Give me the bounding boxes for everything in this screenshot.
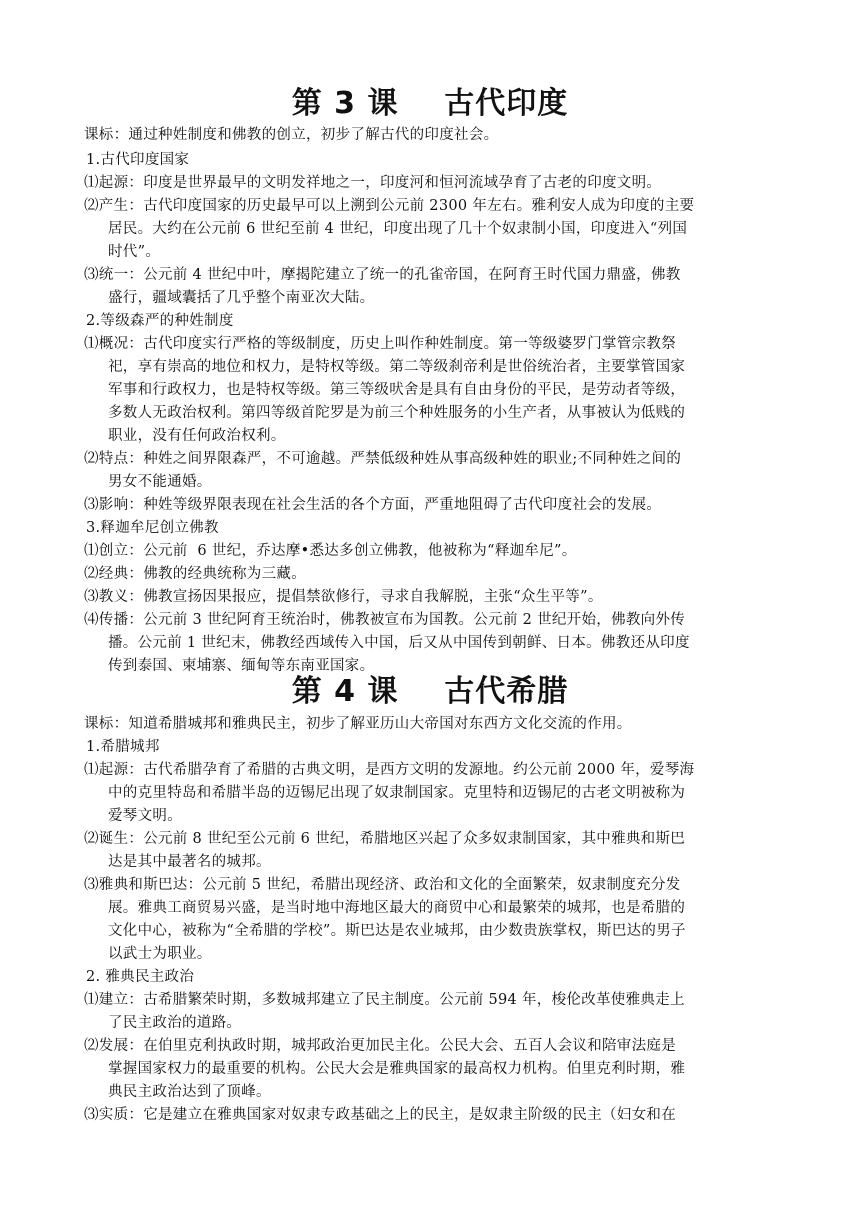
paragraph-line: ⑶教义：佛教宣扬因果报应，提倡禁欲修行，寻求自我解脱，主张“众生平等”。 <box>84 589 603 605</box>
paragraph-line: 典民主政治达到了顶峰。 <box>108 1084 271 1100</box>
lesson4-title: 第 4 课 古代希腊 <box>291 674 569 709</box>
paragraph-line: ⑶影响：种姓等级界限表现在社会生活的各个方面，严重地阻碍了古代印度社会的发展。 <box>84 497 662 513</box>
paragraph-line: 播。公元前 1 世纪末，佛教经西域传入中国，后又从中国传到朝鲜、日本。佛教还从印度 <box>108 635 690 651</box>
lesson4-standard: 课标：知道希腊城邦和雅典民主，初步了解亚历山大帝国对东西方文化交流的作用。 <box>84 716 632 732</box>
paragraph-line: ⑶实质：它是建立在雅典国家对奴隶专政基础之上的民主，是奴隶主阶级的民主（妇女和在 <box>84 1107 676 1123</box>
lesson4-section1-heading: 1.希腊城邦 <box>86 739 160 755</box>
paragraph-line: ⑴概况：古代印度实行严格的等级制度，历史上叫作种姓制度。第一等级婆罗门掌管宗教祭 <box>84 336 676 352</box>
paragraph-line: 祀，享有崇高的地位和权力，是特权等级。第二等级刹帝利是世俗统治者，主要掌管国家 <box>108 359 686 375</box>
paragraph-line: 男女不能通婚。 <box>108 474 212 490</box>
paragraph-line: 展。雅典工商贸易兴盛，是当时地中海地区最大的商贸中心和最繁荣的城邦，也是希腊的 <box>108 900 686 916</box>
paragraph-line: 文化中心，被称为“全希腊的学校”。斯巴达是农业城邦，由少数贵族掌权，斯巴达的男子 <box>108 923 686 939</box>
paragraph-line: 居民。大约在公元前 6 世纪至前 4 世纪，印度出现了几十个奴隶制小国，印度进入“列国 <box>108 221 688 237</box>
paragraph-line: ⑴建立：古希腊繁荣时期，多数城邦建立了民主制度。公元前 594 年，梭伦改革使雅典走上 <box>84 992 685 1008</box>
lesson3-section3-heading: 3.释迦牟尼创立佛教 <box>86 520 219 536</box>
paragraph-line: ⑶雅典和斯巴达：公元前 5 世纪，希腊出现经济、政治和文化的全面繁荣，奴隶制度充分发 <box>84 877 681 893</box>
lesson3-section2-heading: 2.等级森严的种姓制度 <box>86 313 234 329</box>
paragraph-line: 职业，没有任何政治权利。 <box>108 428 286 444</box>
paragraph-line: ⑵经典：佛教的经典统称为三藏。 <box>84 566 306 582</box>
paragraph-line: 传到泰国、柬埔寨、缅甸等东南亚国家。 <box>108 658 375 674</box>
paragraph-line: ⑵产生：古代印度国家的历史最早可以上溯到公元前 2300 年左右。雅利安人成为印度的主要 <box>84 198 695 214</box>
paragraph-line: 爱琴文明。 <box>108 808 182 824</box>
paragraph-line: ⑷传播：公元前 3 世纪阿育王统治时，佛教被宣布为国教。公元前 2 世纪开始，佛教向外传 <box>84 612 686 628</box>
paragraph-line: 了民主政治的道路。 <box>108 1015 242 1031</box>
paragraph-line: 时代”。 <box>108 244 161 260</box>
paragraph-line: ⑴起源：古代希腊孕育了希腊的古典文明，是西方文明的发源地。约公元前 2000 年，爱琴海 <box>84 762 695 778</box>
paragraph-line: 多数人无政治权利。第四等级首陀罗是为前三个种姓服务的小生产者，从事被认为低贱的 <box>108 405 686 421</box>
lesson3-title: 第 3 课 古代印度 <box>291 86 569 121</box>
paragraph-line: 盛行，疆域囊括了几乎整个南亚次大陆。 <box>108 290 375 306</box>
paragraph-line: ⑵特点：种姓之间界限森严，不可逾越。严禁低级种姓从事高级种姓的职业;不同种姓之间的 <box>84 451 682 467</box>
paragraph-line: ⑵发展：在伯里克利执政时期，城邦政治更加民主化。公民大会、五百人会议和陪审法庭是 <box>84 1038 676 1054</box>
paragraph-line: 达是其中最著名的城邦。 <box>108 854 271 870</box>
paragraph-line: 掌握国家权力的最重要的机构。公民大会是雅典国家的最高权力机构。伯里克利时期，雅 <box>108 1061 686 1077</box>
paragraph-line: ⑶统一：公元前 4 世纪中叶，摩揭陀建立了统一的孔雀帝国，在阿育王时代国力鼎盛，佛教 <box>84 267 681 283</box>
paragraph-line: ⑵诞生：公元前 8 世纪至公元前 6 世纪，希腊地区兴起了众多奴隶制国家，其中雅典和斯巴 <box>84 831 686 847</box>
lesson3-section1-heading: 1.古代印度国家 <box>86 152 190 168</box>
lesson4-section2-heading: 2. 雅典民主政治 <box>86 969 195 985</box>
paragraph-line: ⑴创立：公元前 6 世纪，乔达摩•悉达多创立佛教，他被称为“释迦牟尼”。 <box>84 543 577 559</box>
paragraph-line: 中的克里特岛和希腊半岛的迈锡尼出现了奴隶制国家。克里特和迈锡尼的古老文明被称为 <box>108 785 686 801</box>
paragraph-line: 以武士为职业。 <box>108 946 212 962</box>
lesson3-standard: 课标：通过种姓制度和佛教的创立，初步了解古代的印度社会。 <box>84 127 499 143</box>
paragraph-line: 军事和行政权力，也是特权等级。第三等级吠舍是具有自由身份的平民，是劳动者等级， <box>108 382 686 398</box>
paragraph-line: ⑴起源：印度是世界最早的文明发祥地之一，印度河和恒河流域孕育了古老的印度文明。 <box>84 175 662 191</box>
